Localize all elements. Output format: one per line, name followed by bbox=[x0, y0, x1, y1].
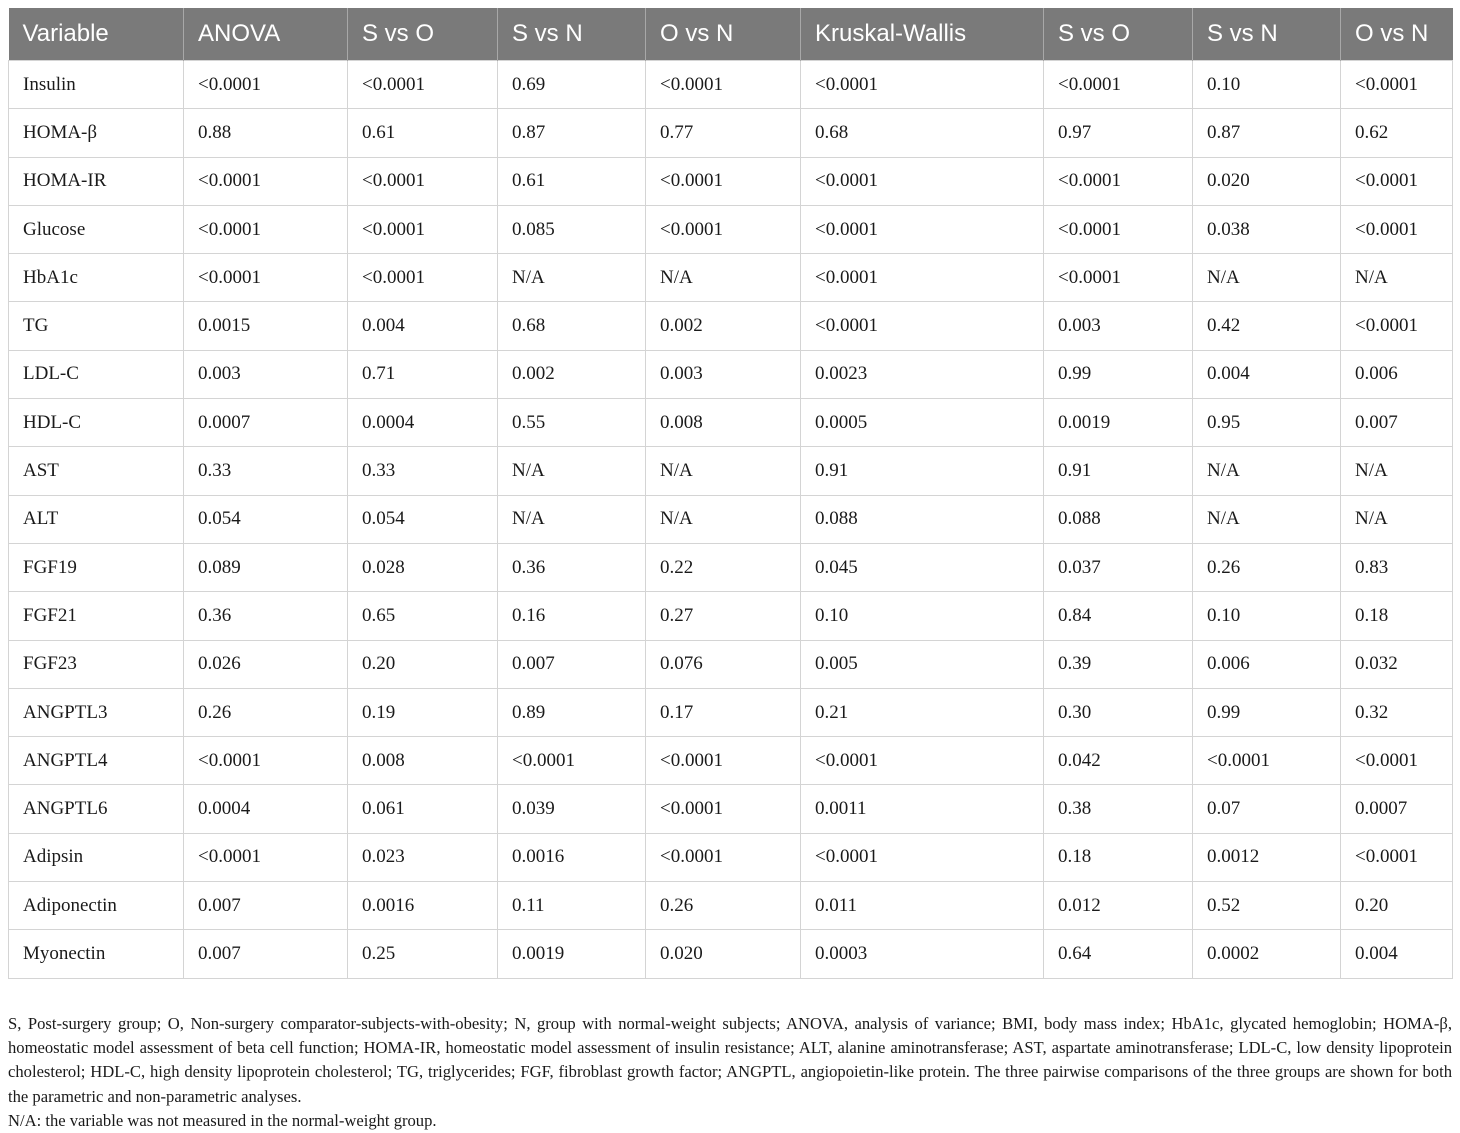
p-value-cell: 0.18 bbox=[1341, 592, 1453, 640]
p-value-cell: 0.83 bbox=[1341, 543, 1453, 591]
p-value-cell: 0.026 bbox=[184, 640, 348, 688]
p-value-cell: 0.076 bbox=[646, 640, 801, 688]
variable-name-cell: Insulin bbox=[9, 61, 184, 109]
p-value-cell: <0.0001 bbox=[801, 302, 1044, 350]
table-row bbox=[9, 350, 1453, 398]
p-value-cell: 0.0019 bbox=[1044, 399, 1193, 447]
table-body bbox=[9, 61, 1453, 979]
p-value-cell: N/A bbox=[646, 254, 801, 302]
p-value-cell: 0.77 bbox=[646, 109, 801, 157]
variable-name-cell: Adiponectin bbox=[9, 882, 184, 930]
p-value-cell: 0.11 bbox=[498, 882, 646, 930]
p-value-cell: 0.10 bbox=[801, 592, 1044, 640]
table-row bbox=[9, 302, 1453, 350]
column-header: S vs O bbox=[348, 8, 498, 61]
p-value-cell: 0.21 bbox=[801, 688, 1044, 736]
p-value-cell: 0.07 bbox=[1193, 785, 1341, 833]
p-value-cell: 0.68 bbox=[801, 109, 1044, 157]
table-row bbox=[9, 61, 1453, 109]
p-value-cell: 0.028 bbox=[348, 543, 498, 591]
p-value-cell: 0.33 bbox=[348, 447, 498, 495]
table-row bbox=[9, 640, 1453, 688]
p-value-cell: N/A bbox=[1341, 447, 1453, 495]
p-value-cell: 0.0002 bbox=[1193, 930, 1341, 978]
p-value-cell: 0.088 bbox=[1044, 495, 1193, 543]
column-header: S vs N bbox=[498, 8, 646, 61]
p-value-cell: 0.003 bbox=[1044, 302, 1193, 350]
variable-name-cell: HbA1c bbox=[9, 254, 184, 302]
table-row bbox=[9, 688, 1453, 736]
p-value-cell: <0.0001 bbox=[646, 737, 801, 785]
p-value-cell: 0.22 bbox=[646, 543, 801, 591]
variable-name-cell: ANGPTL6 bbox=[9, 785, 184, 833]
p-value-cell: 0.20 bbox=[348, 640, 498, 688]
table-header bbox=[9, 8, 1453, 61]
p-value-cell: 0.002 bbox=[498, 350, 646, 398]
table-row bbox=[9, 737, 1453, 785]
table-row bbox=[9, 205, 1453, 253]
footnote-na-note: N/A: the variable was not measured in the normal-weight group. bbox=[8, 1110, 437, 1130]
p-value-cell: N/A bbox=[646, 447, 801, 495]
p-value-cell: 0.0023 bbox=[801, 350, 1044, 398]
p-value-cell: N/A bbox=[498, 447, 646, 495]
table-row bbox=[9, 592, 1453, 640]
variable-name-cell: FGF23 bbox=[9, 640, 184, 688]
p-value-cell: 0.61 bbox=[498, 157, 646, 205]
p-value-cell: <0.0001 bbox=[184, 833, 348, 881]
p-value-cell: 0.33 bbox=[184, 447, 348, 495]
p-value-cell: 0.008 bbox=[348, 737, 498, 785]
p-value-cell: 0.008 bbox=[646, 399, 801, 447]
p-value-cell: 0.55 bbox=[498, 399, 646, 447]
p-value-cell: 0.26 bbox=[184, 688, 348, 736]
p-value-cell: 0.085 bbox=[498, 205, 646, 253]
p-value-cell: 0.26 bbox=[1193, 543, 1341, 591]
p-value-cell: 0.020 bbox=[646, 930, 801, 978]
p-value-cell: 0.32 bbox=[1341, 688, 1453, 736]
p-value-cell: <0.0001 bbox=[184, 254, 348, 302]
header-row bbox=[9, 8, 1453, 61]
column-header: S vs O bbox=[1044, 8, 1193, 61]
p-value-cell: 0.95 bbox=[1193, 399, 1341, 447]
p-value-cell: 0.0019 bbox=[498, 930, 646, 978]
variable-name-cell: ANGPTL3 bbox=[9, 688, 184, 736]
p-value-cell: <0.0001 bbox=[184, 61, 348, 109]
p-value-cell: 0.42 bbox=[1193, 302, 1341, 350]
variable-name-cell: ANGPTL4 bbox=[9, 737, 184, 785]
p-value-cell: <0.0001 bbox=[184, 737, 348, 785]
p-value-cell: 0.84 bbox=[1044, 592, 1193, 640]
p-value-cell: 0.0012 bbox=[1193, 833, 1341, 881]
p-value-cell: 0.99 bbox=[1044, 350, 1193, 398]
p-value-cell: 0.0007 bbox=[184, 399, 348, 447]
p-value-cell: 0.36 bbox=[184, 592, 348, 640]
p-value-cell: <0.0001 bbox=[1341, 833, 1453, 881]
p-value-cell: 0.26 bbox=[646, 882, 801, 930]
column-header: ANOVA bbox=[184, 8, 348, 61]
p-value-cell: 0.007 bbox=[498, 640, 646, 688]
table-footnote bbox=[8, 1012, 1452, 1133]
p-value-cell: N/A bbox=[646, 495, 801, 543]
p-value-cell: 0.18 bbox=[1044, 833, 1193, 881]
p-value-cell: <0.0001 bbox=[1341, 157, 1453, 205]
p-value-cell: <0.0001 bbox=[498, 737, 646, 785]
p-value-cell: <0.0001 bbox=[184, 205, 348, 253]
p-value-cell: <0.0001 bbox=[801, 61, 1044, 109]
variable-name-cell: Myonectin bbox=[9, 930, 184, 978]
p-value-cell: <0.0001 bbox=[184, 157, 348, 205]
p-value-cell: 0.054 bbox=[184, 495, 348, 543]
p-value-cell: 0.88 bbox=[184, 109, 348, 157]
p-value-cell: <0.0001 bbox=[1193, 737, 1341, 785]
p-value-cell: <0.0001 bbox=[646, 785, 801, 833]
p-value-cell: 0.91 bbox=[1044, 447, 1193, 495]
p-value-cell: 0.0016 bbox=[498, 833, 646, 881]
p-value-cell: 0.004 bbox=[1193, 350, 1341, 398]
p-value-cell: <0.0001 bbox=[646, 833, 801, 881]
p-value-cell: 0.0004 bbox=[184, 785, 348, 833]
p-value-cell: <0.0001 bbox=[801, 737, 1044, 785]
p-value-cell: 0.0011 bbox=[801, 785, 1044, 833]
p-value-cell: 0.011 bbox=[801, 882, 1044, 930]
p-value-cell: N/A bbox=[1193, 495, 1341, 543]
p-value-cell: <0.0001 bbox=[1341, 61, 1453, 109]
p-value-cell: 0.023 bbox=[348, 833, 498, 881]
column-header: Kruskal-Wallis bbox=[801, 8, 1044, 61]
p-value-cell: 0.088 bbox=[801, 495, 1044, 543]
p-value-cell: 0.003 bbox=[646, 350, 801, 398]
table-row bbox=[9, 109, 1453, 157]
p-value-cell: 0.006 bbox=[1341, 350, 1453, 398]
p-value-cell: 0.004 bbox=[348, 302, 498, 350]
p-value-cell: 0.69 bbox=[498, 61, 646, 109]
p-value-cell: 0.38 bbox=[1044, 785, 1193, 833]
p-value-cell: <0.0001 bbox=[1341, 302, 1453, 350]
p-value-cell: 0.002 bbox=[646, 302, 801, 350]
variable-name-cell: ALT bbox=[9, 495, 184, 543]
p-value-cell: 0.64 bbox=[1044, 930, 1193, 978]
p-value-cell: 0.012 bbox=[1044, 882, 1193, 930]
p-value-cell: 0.91 bbox=[801, 447, 1044, 495]
table-row bbox=[9, 833, 1453, 881]
p-value-cell: <0.0001 bbox=[646, 205, 801, 253]
p-value-cell: 0.038 bbox=[1193, 205, 1341, 253]
variable-name-cell: AST bbox=[9, 447, 184, 495]
p-value-cell: 0.89 bbox=[498, 688, 646, 736]
p-value-cell: <0.0001 bbox=[801, 833, 1044, 881]
table-row bbox=[9, 930, 1453, 978]
p-value-cell: <0.0001 bbox=[646, 157, 801, 205]
p-value-cell: N/A bbox=[498, 254, 646, 302]
p-value-cell: <0.0001 bbox=[1341, 737, 1453, 785]
variable-name-cell: HOMA-β bbox=[9, 109, 184, 157]
p-value-cell: <0.0001 bbox=[1044, 61, 1193, 109]
p-value-cell: <0.0001 bbox=[1341, 205, 1453, 253]
p-value-cell: N/A bbox=[1193, 447, 1341, 495]
p-value-cell: N/A bbox=[498, 495, 646, 543]
variable-name-cell: HDL-C bbox=[9, 399, 184, 447]
p-value-cell: 0.61 bbox=[348, 109, 498, 157]
p-value-cell: 0.17 bbox=[646, 688, 801, 736]
table-row bbox=[9, 157, 1453, 205]
footnote-abbreviations: S, Post-surgery group; O, Non-surgery comparator-subjects-with-obesity; N, group with normal-weight subjects; ANOVA, analysis of variance; BMI, body mass index; HbA1c, glycated hemoglobin; HOMA-β, homeostatic model assessment of beta cell function; HOMA-IR, homeostatic model assessment of insulin resistance; ALT, alanine aminotransferase; AST, aspartate aminotransferase; LDL-C, low density lipoprotein cholesterol; HDL-C, high density lipoprotein cholesterol; TG, triglycerides; FGF, fibroblast growth factor; ANGPTL, angiopoietin-like protein. The three pairwise comparisons of the three groups are shown for both the parametric and non-parametric analyses. bbox=[8, 1014, 1452, 1106]
p-value-cell: <0.0001 bbox=[1044, 254, 1193, 302]
table-row bbox=[9, 254, 1453, 302]
p-value-cell: 0.006 bbox=[1193, 640, 1341, 688]
p-value-cell: <0.0001 bbox=[348, 205, 498, 253]
p-value-cell: N/A bbox=[1341, 254, 1453, 302]
column-header: O vs N bbox=[1341, 8, 1453, 61]
p-value-cell: <0.0001 bbox=[348, 61, 498, 109]
variable-name-cell: HOMA-IR bbox=[9, 157, 184, 205]
p-value-cell: 0.10 bbox=[1193, 592, 1341, 640]
p-value-cell: 0.25 bbox=[348, 930, 498, 978]
statistics-table-container bbox=[8, 8, 1452, 979]
p-value-cell: 0.0007 bbox=[1341, 785, 1453, 833]
table-row bbox=[9, 882, 1453, 930]
p-value-cell: <0.0001 bbox=[1044, 157, 1193, 205]
column-header: Variable bbox=[9, 8, 184, 61]
p-value-cell: 0.30 bbox=[1044, 688, 1193, 736]
p-value-cell: 0.87 bbox=[498, 109, 646, 157]
p-value-cell: 0.0015 bbox=[184, 302, 348, 350]
table-row bbox=[9, 495, 1453, 543]
p-value-cell: 0.10 bbox=[1193, 61, 1341, 109]
p-value-cell: <0.0001 bbox=[801, 254, 1044, 302]
p-value-cell: 0.004 bbox=[1341, 930, 1453, 978]
p-value-cell: 0.003 bbox=[184, 350, 348, 398]
variable-name-cell: TG bbox=[9, 302, 184, 350]
p-value-cell: 0.87 bbox=[1193, 109, 1341, 157]
p-value-cell: 0.039 bbox=[498, 785, 646, 833]
table-row bbox=[9, 399, 1453, 447]
p-value-cell: 0.037 bbox=[1044, 543, 1193, 591]
p-value-cell: 0.089 bbox=[184, 543, 348, 591]
p-value-cell: <0.0001 bbox=[801, 205, 1044, 253]
p-value-cell: 0.36 bbox=[498, 543, 646, 591]
p-value-cell: 0.65 bbox=[348, 592, 498, 640]
p-value-cell: 0.39 bbox=[1044, 640, 1193, 688]
p-value-cell: 0.97 bbox=[1044, 109, 1193, 157]
p-value-cell: 0.19 bbox=[348, 688, 498, 736]
variable-name-cell: Adipsin bbox=[9, 833, 184, 881]
variable-name-cell: LDL-C bbox=[9, 350, 184, 398]
p-value-cell: <0.0001 bbox=[348, 254, 498, 302]
p-value-cell: 0.68 bbox=[498, 302, 646, 350]
table-row bbox=[9, 543, 1453, 591]
p-value-cell: 0.061 bbox=[348, 785, 498, 833]
variable-name-cell: FGF19 bbox=[9, 543, 184, 591]
table-row bbox=[9, 785, 1453, 833]
column-header: O vs N bbox=[646, 8, 801, 61]
p-value-cell: 0.52 bbox=[1193, 882, 1341, 930]
p-value-cell: 0.0016 bbox=[348, 882, 498, 930]
p-value-cell: 0.042 bbox=[1044, 737, 1193, 785]
p-value-cell: 0.62 bbox=[1341, 109, 1453, 157]
p-value-cell: N/A bbox=[1341, 495, 1453, 543]
p-value-cell: 0.99 bbox=[1193, 688, 1341, 736]
p-value-cell: 0.16 bbox=[498, 592, 646, 640]
p-value-cell: 0.0003 bbox=[801, 930, 1044, 978]
p-value-cell: <0.0001 bbox=[646, 61, 801, 109]
p-value-cell: 0.20 bbox=[1341, 882, 1453, 930]
column-header: S vs N bbox=[1193, 8, 1341, 61]
p-value-cell: 0.045 bbox=[801, 543, 1044, 591]
table-row bbox=[9, 447, 1453, 495]
p-value-cell: 0.0005 bbox=[801, 399, 1044, 447]
p-value-cell: 0.007 bbox=[1341, 399, 1453, 447]
p-value-cell: 0.054 bbox=[348, 495, 498, 543]
p-value-cell: <0.0001 bbox=[348, 157, 498, 205]
p-value-cell: 0.032 bbox=[1341, 640, 1453, 688]
p-value-cell: 0.005 bbox=[801, 640, 1044, 688]
p-value-cell: 0.0004 bbox=[348, 399, 498, 447]
p-value-cell: <0.0001 bbox=[1044, 205, 1193, 253]
p-value-cell: <0.0001 bbox=[801, 157, 1044, 205]
variable-name-cell: Glucose bbox=[9, 205, 184, 253]
p-value-cell: 0.007 bbox=[184, 930, 348, 978]
p-value-cell: 0.007 bbox=[184, 882, 348, 930]
p-value-cell: 0.020 bbox=[1193, 157, 1341, 205]
p-value-cell: 0.27 bbox=[646, 592, 801, 640]
p-value-table bbox=[8, 8, 1453, 979]
variable-name-cell: FGF21 bbox=[9, 592, 184, 640]
p-value-cell: 0.71 bbox=[348, 350, 498, 398]
p-value-cell: N/A bbox=[1193, 254, 1341, 302]
